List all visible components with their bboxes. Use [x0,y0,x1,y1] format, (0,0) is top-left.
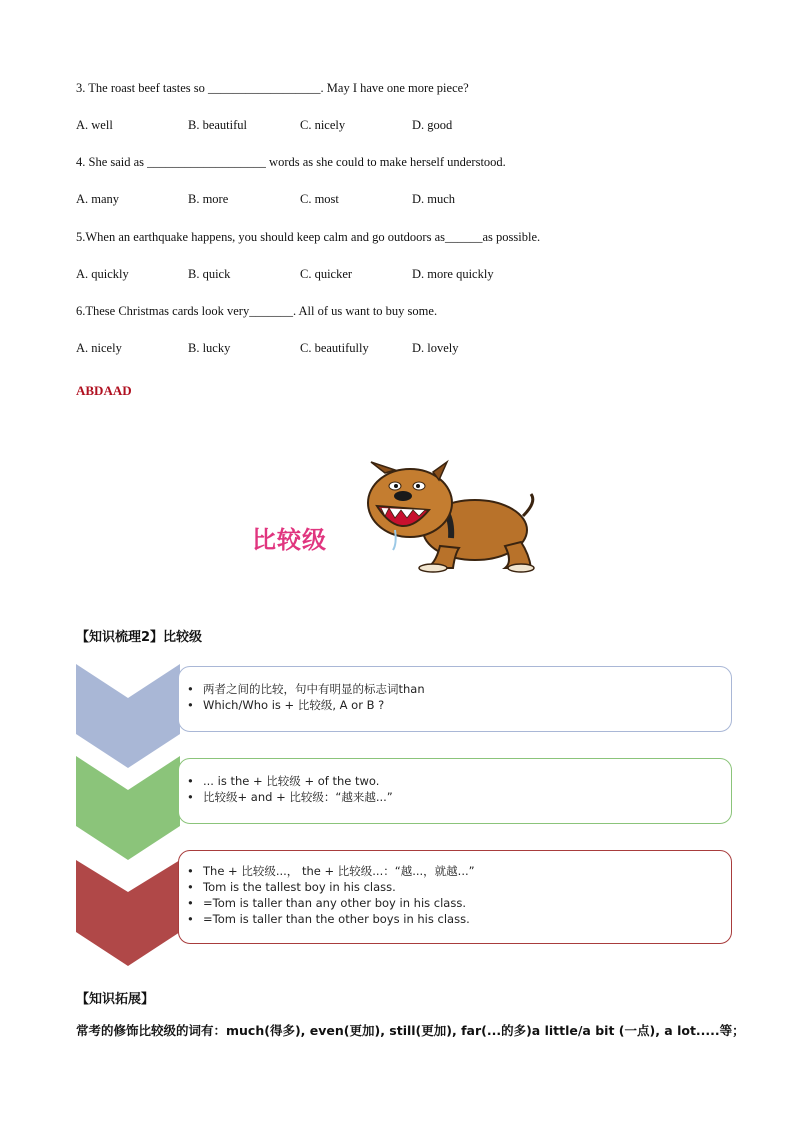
q3-option-b: B. beautiful [188,118,248,132]
section-title-extension: 【知识拓展】 [76,992,155,1007]
comparative-title: 比较级 [252,526,327,554]
question-5: 5.When an earthquake happens, you should keep calm and go outdoors as______as possible. [76,230,541,244]
section-title-comparative: 【知识梳理2】比较级 [76,630,203,645]
diagram-item: • =Tom is taller than the other boys in his class. [203,911,731,927]
q4-option-b: B. more [188,192,229,206]
q3-option-c: C. nicely [300,118,346,132]
q4-option-c: C. most [300,192,339,206]
q6-option-b: B. lucky [188,341,231,355]
q6-option-c: C. beautifully [300,341,369,355]
q6-option-d: D. lovely [412,341,459,355]
diagram-item: • 比较级+ and + 比较级：“越来越...” [203,789,731,805]
q6-option-a: A. nicely [76,341,122,355]
chevron-arrow-icon [76,848,180,968]
q5-option-b: B. quick [188,267,231,281]
diagram-item: • 两者之间的比较，句中有明显的标志词than [203,681,731,697]
q5-option-a: A. quickly [76,267,129,281]
diagram-item: • ... is the + 比较级 + of the two. [203,773,731,789]
q5-option-c: C. quicker [300,267,353,281]
diagram-item: • =Tom is taller than any other boy in his class. [203,895,731,911]
diagram-box-1 [178,666,732,732]
question-3: 3. The roast beef tastes so __________________. May I have one more piece? [76,81,469,95]
question-4: 4. She said as ___________________ words as she could to make herself understood. [76,155,506,169]
chevron-arrow-icon [76,664,180,768]
q4-option-d: D. much [412,192,456,206]
diagram-item: • Which/Who is + 比较级, A or B ? [203,697,731,713]
q5-option-d: D. more quickly [412,267,494,281]
question-6: 6.These Christmas cards look very_______. All of us want to buy some. [76,304,438,318]
diagram-row-3 [76,848,736,968]
diagram-box-2 [178,758,732,824]
chevron-arrow-icon [76,756,180,860]
diagram-item: • The + 比较级...， the + 比较级...：“越...，就越...” [203,863,731,879]
q3-option-a: A. well [76,118,113,132]
diagram-row-1 [76,664,736,768]
diagram-item: • Tom is the tallest boy in his class. [203,879,731,895]
bulldog-illustration [355,458,545,573]
q3-option-d: D. good [412,118,453,132]
answer-key: ABDAAD [76,383,132,398]
q4-option-a: A. many [76,192,120,206]
extension-text: 常考的修饰比较级的词有：much(得多), even(更加), still(更加), far(...的多)a little/a bit (一点), a lot.....等； [76,1023,745,1038]
diagram-row-2 [76,756,736,860]
diagram-box-3 [178,850,732,944]
